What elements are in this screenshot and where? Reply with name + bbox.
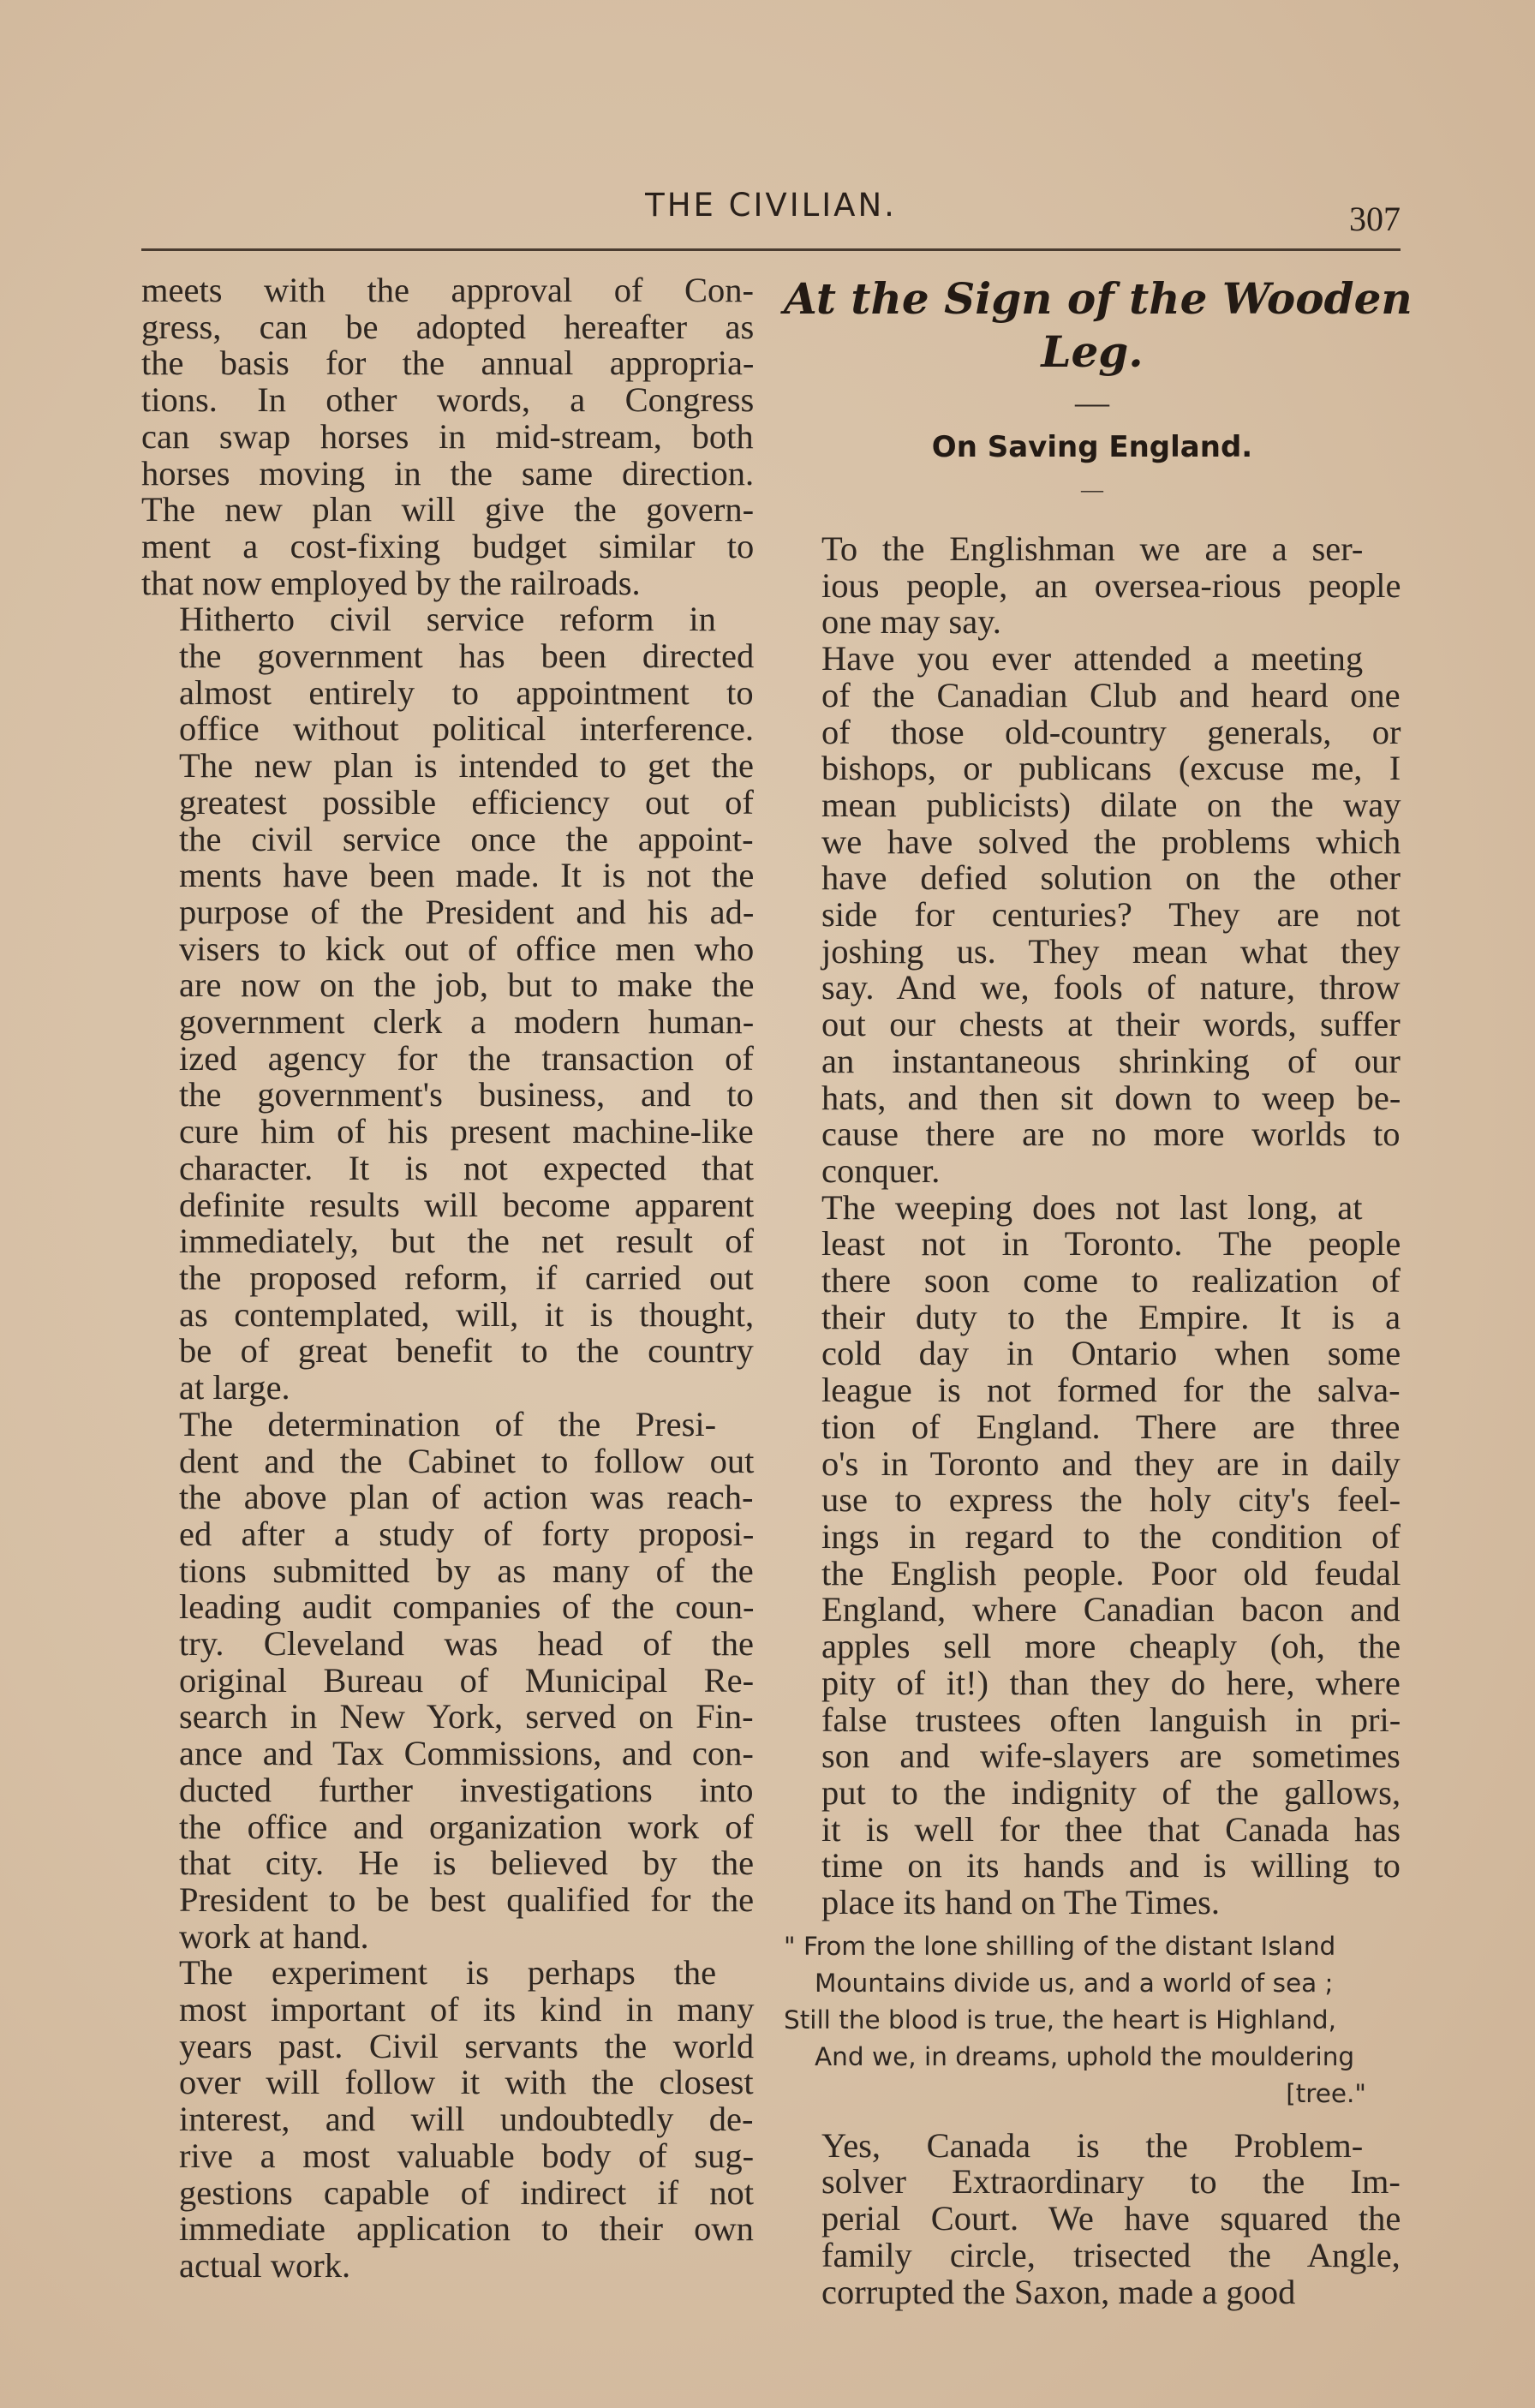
text-line: immediate application to their own xyxy=(179,2209,754,2249)
text-line: ized agency for the transaction of xyxy=(179,1038,754,1078)
text-line: the English people. Poor old feudal xyxy=(821,1553,1401,1592)
text-line: most important of its kind in many xyxy=(179,1990,755,2029)
text-line: rive a most valuable body of sug- xyxy=(179,2136,755,2175)
left-column xyxy=(141,272,754,2285)
text-line: perial Court. We have squared the xyxy=(821,2199,1401,2238)
verse-line: Still the blood is true, the heart is Highland, xyxy=(784,2005,1337,2035)
text-line: the government has been directed xyxy=(179,636,755,676)
text-line: have defied solution on the other xyxy=(821,858,1401,898)
verse-line: [tree." xyxy=(1286,2078,1366,2108)
header-rule xyxy=(141,248,1401,251)
text-line: tions submitted by as many of the xyxy=(179,1551,754,1590)
text-line: conquer. xyxy=(821,1150,941,1190)
paragraph xyxy=(141,272,754,601)
text-line: The new plan will give the govern- xyxy=(141,490,755,529)
text-line: o's in Toronto and they are in daily xyxy=(821,1443,1401,1483)
text-line: can swap horses in mid-stream, both xyxy=(141,416,754,456)
text-line: actual work. xyxy=(179,2245,351,2285)
text-line: interest, and will undoubtedly de- xyxy=(179,2100,754,2139)
text-line: joshing us. They mean what they xyxy=(821,931,1401,971)
text-line: hats, and then sit down to weep be- xyxy=(821,1078,1401,1117)
text-line: The determination of the Presi- xyxy=(179,1404,717,1443)
text-line: horses moving in the same direction. xyxy=(141,453,755,493)
text-line: pity of it!) than they do here, where xyxy=(821,1663,1401,1702)
text-line: put to the indignity of the gallows, xyxy=(821,1772,1401,1812)
paragraph xyxy=(784,2125,1401,2311)
text-line: original Bureau of Municipal Re- xyxy=(179,1660,755,1700)
text-line: of those old-country generals, or xyxy=(821,712,1401,751)
text-line: ance and Tax Commissions, and con- xyxy=(179,1734,754,1773)
text-line: work at hand. xyxy=(179,1916,369,1956)
text-line: To the Englishman we are a ser- xyxy=(821,529,1364,568)
text-line: almost entirely to appointment to xyxy=(179,672,754,712)
paragraph xyxy=(141,1404,755,1956)
text-line: son and wife-slayers are sometimes xyxy=(821,1736,1401,1776)
text-line: solver Extraordinary to the Im- xyxy=(821,2162,1401,2202)
text-line: ed after a study of forty proposi- xyxy=(179,1514,755,1553)
text-line: the civil service once the appoint- xyxy=(179,819,754,858)
article-title-line: At the Sign of the Wooden xyxy=(784,273,1413,324)
text-line: place its hand on The Times. xyxy=(821,1883,1220,1922)
text-line: mean publicists) dilate on the way xyxy=(821,785,1401,824)
page-header xyxy=(141,187,1401,238)
text-line: the basis for the annual appropria- xyxy=(141,344,755,383)
verse-quote xyxy=(784,1928,1401,2112)
text-line: greatest possible efficiency out of xyxy=(179,782,754,822)
text-line: tions. In other words, a Congress xyxy=(141,380,755,420)
text-line: gestions capable of indirect if not xyxy=(179,2172,754,2212)
text-line: ducted further investigations into xyxy=(179,1770,754,1809)
text-line: tion of England. There are three xyxy=(821,1407,1401,1446)
text-line: an instantaneous shrinking of our xyxy=(821,1041,1401,1080)
paragraph xyxy=(141,601,754,1406)
text-line: the office and organization work of xyxy=(179,1807,754,1846)
text-line: it is well for thee that Canada has xyxy=(821,1809,1401,1849)
text-line: The new plan is intended to get the xyxy=(179,746,754,786)
verse-line: Mountains divide us, and a world of sea ; xyxy=(815,1968,1334,1998)
text-line: one may say. xyxy=(821,602,1001,642)
text-line: ments have been made. It is not the xyxy=(179,856,755,895)
text-line: definite results will become apparent xyxy=(179,1185,755,1224)
text-line: Yes, Canada is the Problem- xyxy=(821,2125,1364,2165)
text-line: are now on the job, but to make the xyxy=(179,965,755,1005)
text-line: time on its hands and is willing to xyxy=(821,1846,1401,1885)
text-line: of the Canadian Club and heard one xyxy=(821,675,1401,714)
text-line: President to be best qualified for the xyxy=(179,1879,755,1919)
right-body-text xyxy=(784,531,1401,1921)
right-body-text-continued xyxy=(784,2125,1401,2311)
text-line: search in New York, served on Fin- xyxy=(179,1697,754,1736)
text-line: leading audit companies of the coun- xyxy=(179,1587,755,1627)
article-subtitle: On Saving England. xyxy=(931,430,1253,464)
text-line: ious people, an oversea-rious people xyxy=(821,565,1401,605)
text-line: cause there are no more worlds to xyxy=(821,1114,1401,1154)
text-line: as contemplated, will, it is thought, xyxy=(179,1294,755,1334)
text-line: that city. He is believed by the xyxy=(179,1843,755,1883)
article-title xyxy=(784,272,1413,379)
paragraph xyxy=(784,641,1401,1190)
article-title-line: Leg. xyxy=(1041,326,1144,377)
text-line: The weeping does not last long, at xyxy=(821,1187,1363,1227)
text-line: The experiment is perhaps the xyxy=(179,1953,717,1993)
running-title: THE CIVILIAN. xyxy=(645,187,897,224)
text-line: the proposed reform, if carried out xyxy=(179,1258,754,1297)
text-line: years past. Civil servants the world xyxy=(179,2026,755,2065)
separator-dash-small: — xyxy=(1081,477,1103,502)
text-line: the above plan of action was reach- xyxy=(179,1478,754,1517)
text-line: least not in Toronto. The people xyxy=(821,1224,1401,1264)
text-line: ings in regard to the condition of xyxy=(821,1516,1401,1556)
text-line: their duty to the Empire. It is a xyxy=(821,1297,1401,1336)
separator-dash: — xyxy=(1075,383,1109,421)
text-line: be of great benefit to the country xyxy=(179,1331,754,1371)
text-line: visers to kick out of office men who xyxy=(179,929,755,968)
text-line: side for centuries? They are not xyxy=(821,895,1401,935)
text-line: gress, can be adopted hereafter as xyxy=(141,307,755,346)
text-line: try. Cleveland was head of the xyxy=(179,1624,754,1664)
text-line: there soon come to realization of xyxy=(821,1261,1401,1300)
text-line: the government's business, and to xyxy=(179,1075,754,1114)
text-line: immediately, but the net result of xyxy=(179,1222,754,1261)
text-line: cure him of his present machine-like xyxy=(179,1112,754,1151)
text-line: dent and the Cabinet to follow out xyxy=(179,1441,755,1480)
text-line: apples sell more cheaply (oh, the xyxy=(821,1627,1401,1666)
paragraph xyxy=(784,531,1401,641)
text-line: we have solved the problems which xyxy=(821,822,1401,861)
text-line: league is not formed for the salva- xyxy=(821,1371,1401,1410)
text-line: Have you ever attended a meeting xyxy=(821,639,1364,678)
text-line: office without political interference. xyxy=(179,709,755,749)
text-line: meets with the approval of Con- xyxy=(141,271,754,309)
page-number: 307 xyxy=(1349,200,1401,238)
text-line: purpose of the President and his ad- xyxy=(179,892,755,931)
text-line: over will follow it with the closest xyxy=(179,2063,754,2102)
text-line: use to express the holy city's feel- xyxy=(821,1480,1401,1520)
text-line: Hitherto civil service reform in xyxy=(179,600,716,639)
paragraph xyxy=(784,1187,1401,1922)
paragraph xyxy=(141,1955,754,2284)
text-line: England, where Canadian bacon and xyxy=(821,1590,1401,1629)
text-line: ment a cost-fixing budget similar to xyxy=(141,526,755,565)
text-line: corrupted the Saxon, made a good xyxy=(821,2272,1296,2311)
text-line: out our chests at their words, suffer xyxy=(821,1005,1401,1044)
verse-line: And we, in dreams, uphold the mouldering xyxy=(815,2041,1355,2071)
text-line: character. It is not expected that xyxy=(179,1148,755,1187)
text-line: say. And we, fools of nature, throw xyxy=(821,968,1401,1007)
text-line: that now employed by the railroads. xyxy=(141,563,641,602)
text-line: false trustees often languish in pri- xyxy=(821,1700,1401,1739)
text-line: government clerk a modern human- xyxy=(179,1002,755,1042)
right-column xyxy=(784,272,1413,2311)
text-line: family circle, trisected the Angle, xyxy=(821,2235,1401,2274)
text-line: bishops, or publicans (excuse me, I xyxy=(821,749,1401,788)
verse-line: " From the lone shilling of the distant Island xyxy=(784,1931,1336,1961)
text-line: at large. xyxy=(179,1368,290,1407)
text-line: cold day in Ontario when some xyxy=(821,1334,1401,1373)
